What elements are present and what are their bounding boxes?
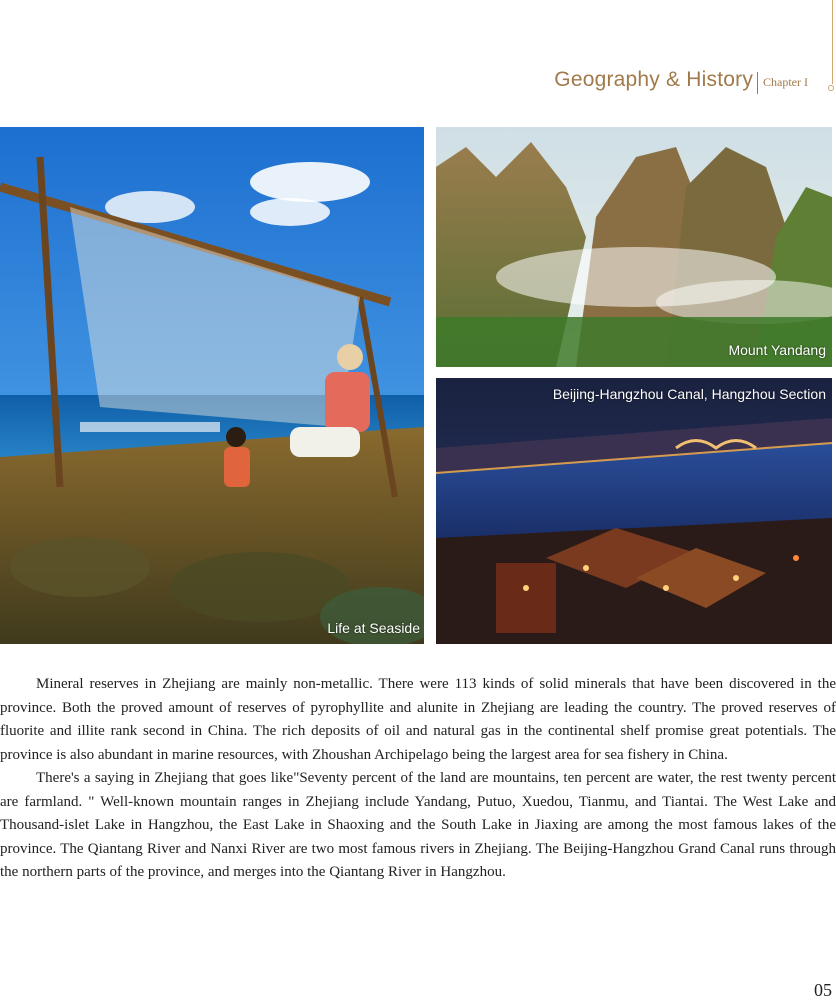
edge-rule — [832, 0, 833, 84]
section-title: Geography & History — [554, 68, 754, 91]
caption-life-at-seaside: Life at Seaside — [327, 620, 420, 636]
running-header — [554, 68, 808, 98]
caption-canal: Beijing-Hangzhou Canal, Hangzhou Section — [552, 386, 826, 402]
caption-mount-yandang: Mount Yandang — [728, 342, 826, 358]
body-text — [0, 673, 836, 885]
photo-life-at-seaside — [0, 127, 424, 644]
page-number: 05 — [814, 980, 832, 1000]
canal-night-image — [436, 378, 832, 644]
seaside-image — [0, 127, 424, 644]
chapter-label: Chapter I — [763, 75, 808, 89]
photo-beijing-hangzhou-canal — [436, 378, 832, 644]
paragraph: There's a saying in Zhejiang that goes like"Seventy percent of the land are mountains, ten percent are water, the rest twenty percent are farmland. " Well-known mountain ranges in Zhejiang include Yandang, Putuo, Xuedou, Tianmu, and Tiantai. The West Lake and Thousand-islet Lake in Hangzhou, the East Lake in Shaoxing and the South Lake in Jiaxing are among the most famous lakes of the province. The Qiantang River and Nanxi River are two most famous rivers in Zhejiang. The Beijing-Hangzhou Grand Canal runs through the northern parts of the province, and merges into the Qiantang River in Hangzhou. — [0, 770, 836, 880]
paragraph: Mineral reserves in Zhejiang are mainly non-metallic. There were 113 kinds of solid minerals that have been discovered in the province. Both the proved amount of reserves of pyrophyllite and alunite in Zhejiang are leading the country. The proved reserves of fluorite and illite rank second in China. The rich deposits of oil and natural gas in the continental shelf promise great potentials. The province is also abundant in marine resources, with Zhoushan Archipelago being the largest area for sea fishery in China. — [0, 676, 836, 763]
header-divider — [757, 72, 758, 94]
edge-dot-ornament — [828, 85, 834, 91]
mountain-image — [436, 127, 832, 367]
photo-mount-yandang — [436, 127, 832, 367]
